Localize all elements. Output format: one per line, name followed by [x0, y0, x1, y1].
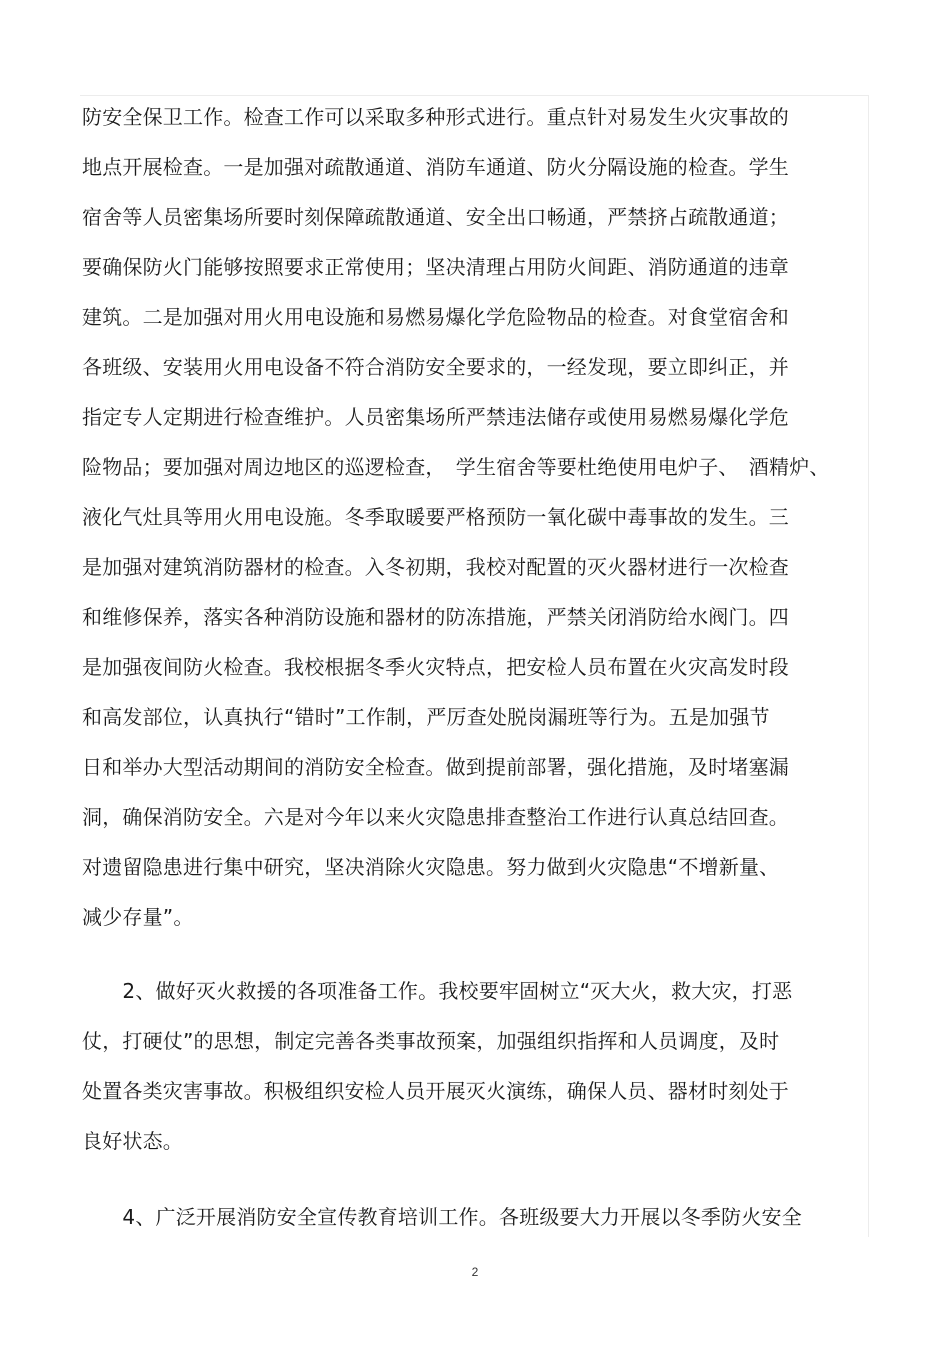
text-line: 地点开展检查。一是加强对疏散通道、消防车通道、防火分隔设施的检查。学生 — [82, 155, 789, 179]
text-line: 和高发部位，认真执行“错时”工作制，严厉查处脱岗漏班等行为。五是加强节 — [82, 705, 770, 729]
text-line: 减少存量”。 — [82, 905, 194, 929]
text-line: 防安全保卫工作。检查工作可以采取多种形式进行。重点针对易发生火灾事故的 — [82, 105, 789, 129]
text-line: 良好状态。 — [82, 1129, 183, 1153]
text-line: 和维修保养，落实各种消防设施和器材的防冻措施，严禁关闭消防给水阀门。四 — [82, 605, 789, 629]
text-line: 是加强对建筑消防器材的检查。入冬初期，我校对配置的灭火器材进行一次检查 — [82, 555, 789, 579]
paragraph-start-line: 4、广泛开展消防安全宣传教育培训工作。各班级要大力开展以冬季防火安全 — [82, 1205, 802, 1229]
text-line: 险物品；要加强对周边地区的巡逻检查， 学生宿舍等要杜绝使用电炉子、 酒精炉、 — [82, 455, 830, 479]
text-line: 仗，打硬仗”的思想，制定完善各类事故预案，加强组织指挥和人员调度，及时 — [82, 1029, 780, 1053]
text-line: 对遗留隐患进行集中研究，坚决消除火灾隐患。努力做到火灾隐患“不增新量、 — [82, 855, 780, 879]
text-line: 宿舍等人员密集场所要时刻保障疏散通道、安全出口畅通，严禁挤占疏散通道； — [82, 205, 789, 229]
text-line: 是加强夜间防火检查。我校根据冬季火灾特点，把安检人员布置在火灾高发时段 — [82, 655, 789, 679]
text-line: 建筑。二是加强对用火用电设施和易燃易爆化学危险物品的检查。对食堂宿舍和 — [82, 305, 789, 329]
text-line: 液化气灶具等用火用电设施。冬季取暖要严格预防一氧化碳中毒事故的发生。三 — [82, 505, 789, 529]
text-line: 要确保防火门能够按照要求正常使用；坚决清理占用防火间距、消防通道的违章 — [82, 255, 789, 279]
text-line: 指定专人定期进行检查维护。人员密集场所严禁违法储存或使用易燃易爆化学危 — [82, 405, 789, 429]
text-line: 处置各类灾害事故。积极组织安检人员开展灭火演练，确保人员、器材时刻处于 — [82, 1079, 789, 1103]
text-line: 日和举办大型活动期间的消防安全检查。做到提前部署，强化措施，及时堵塞漏 — [82, 755, 789, 779]
paragraph-start-line: 2、做好灭火救援的各项准备工作。我校要牢固树立“灭大火，救大灾，打恶 — [82, 979, 793, 1003]
page-number: 2 — [471, 1265, 479, 1279]
text-line: 各班级、安装用火用电设备不符合消防安全要求的，一经发现，要立即纠正，并 — [82, 355, 789, 379]
text-line: 洞，确保消防安全。六是对今年以来火灾隐患排查整治工作进行认真总结回查。 — [82, 805, 789, 829]
